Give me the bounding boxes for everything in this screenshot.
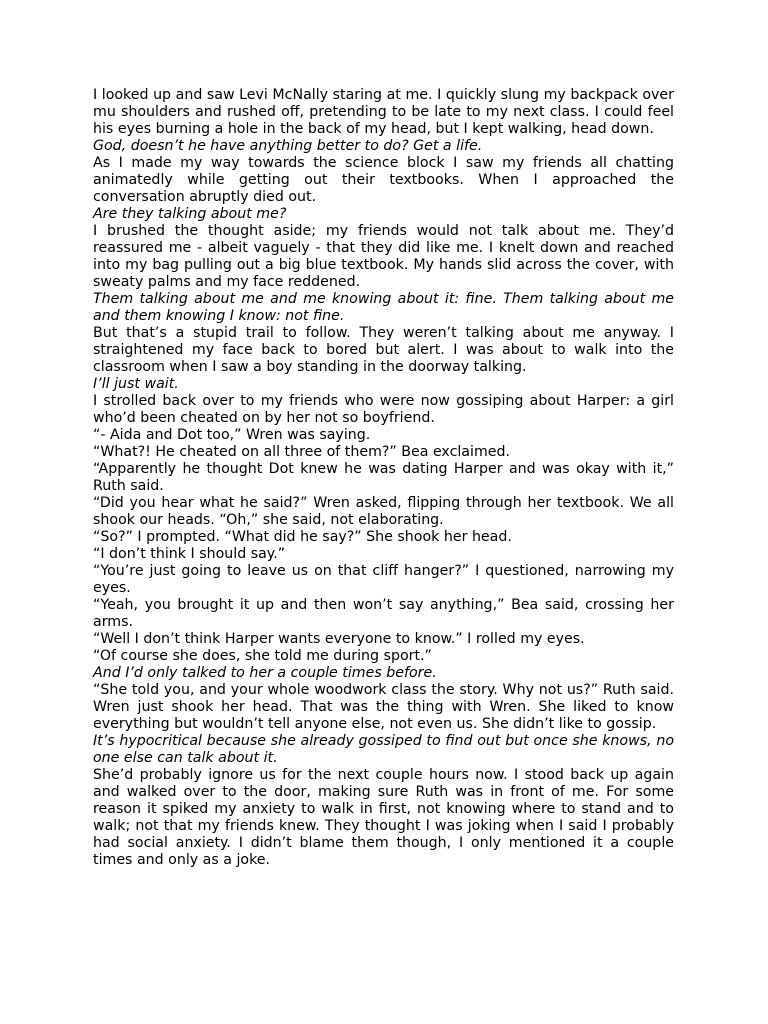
paragraph-8: I’ll just wait. — [93, 376, 179, 392]
paragraph-21: “She told you, and your whole woodwork class the story. Why not us?” Ruth said. Wren just shook her head. That was the thing with Wren. She liked to know everything but wouldn’t tell anyone else, not even us. She didn’t like to gossip. — [93, 682, 674, 732]
paragraph-12: “Apparently he thought Dot knew he was dating Harper and was okay with it,” Ruth said. — [93, 461, 674, 494]
paragraph-15: “I don’t think I should say.” — [93, 546, 286, 562]
paragraph-17: “Yeah, you brought it up and then won’t say anything,” Bea said, crossing her arms. — [93, 597, 674, 630]
paragraph-19: “Of course she does, she told me during sport.” — [93, 648, 432, 664]
paragraph-23: She’d probably ignore us for the next couple hours now. I stood back up again and walked over to the door, making sure Ruth was in front of me. For some reason it spiked my anxiety to walk in first, not knowing where to stand and to walk; not that my friends knew. They thought I was joking when I said I probably had social anxiety. I didn’t blame them though, I only mentioned it a couple times and only as a joke. — [93, 767, 674, 868]
paragraph-10: “- Aida and Dot too,” Wren was saying. — [93, 427, 371, 443]
paragraph-11: “What?! He cheated on all three of them?” Bea exclaimed. — [93, 444, 511, 460]
paragraph-4: Are they talking about me? — [93, 206, 287, 222]
paragraph-5: I brushed the thought aside; my friends would not talk about me. They’d reassured me - albeit vaguely - that they did like me. I knelt down and reached into my bag pulling out a big blue textbook. My hands slid across the cover, with sweaty palms and my face reddened. — [93, 223, 674, 290]
paragraph-13: “Did you hear what he said?” Wren asked, flipping through her textbook. We all shook our heads. “Oh,” she said, not elaborating. — [93, 495, 674, 528]
paragraph-1: I looked up and saw Levi McNally staring at me. I quickly slung my backpack over mu shoulders and rushed off, pretending to be late to my next class. I could feel his eyes burning a hole in the back of my head, but I kept walking, head down. — [93, 87, 674, 137]
paragraph-6: Them talking about me and me knowing about it: fine. Them talking about me and them knowing I know: not fine. — [93, 291, 674, 324]
paragraph-2: God, doesn’t he have anything better to do? Get a life. — [93, 138, 483, 154]
paragraph-14: “So?” I prompted. “What did he say?” She shook her head. — [93, 529, 512, 545]
paragraph-3: As I made my way towards the science block I saw my friends all chatting animatedly while getting out their textbooks. When I approached the conversation abruptly died out. — [93, 155, 674, 205]
paragraph-9: I strolled back over to my friends who were now gossiping about Harper: a girl who’d been cheated on by her not so boyfriend. — [93, 393, 674, 426]
paragraph-16: “You’re just going to leave us on that cliff hanger?” I questioned, narrowing my eyes. — [93, 563, 674, 596]
paragraph-18: “Well I don’t think Harper wants everyone to know.” I rolled my eyes. — [93, 631, 585, 647]
paragraph-20: And I’d only talked to her a couple times before. — [93, 665, 437, 681]
document-page — [93, 87, 674, 869]
paragraph-7: But that’s a stupid trail to follow. They weren’t talking about me anyway. I straightened my face back to bored but alert. I was about to walk into the classroom when I saw a boy standing in the doorway talking. — [93, 325, 674, 375]
paragraph-22: It’s hypocritical because she already gossiped to find out but once she knows, no one else can talk about it. — [93, 733, 674, 766]
